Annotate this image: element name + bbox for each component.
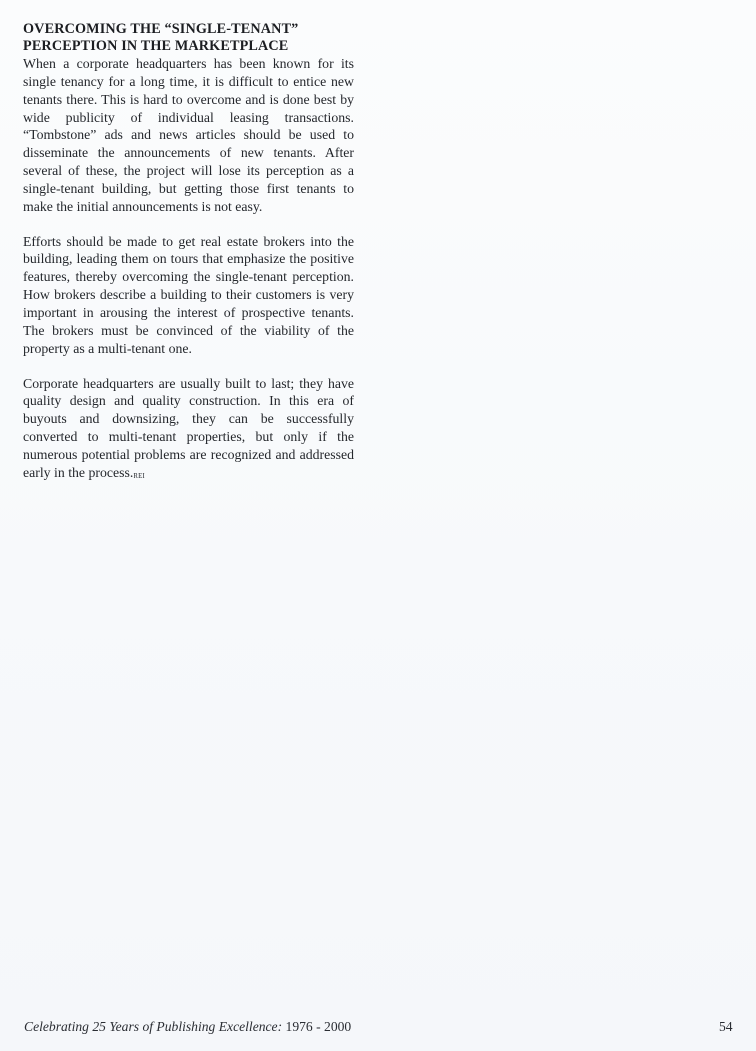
article-section [23,21,354,486]
article-paragraph-1: When a corporate headquarters has been known for its single tenancy for a long time, it is difficult to entice new tenants there. This is hard to overcome and is done best by wide publicity of individual leasing transactions. “Tombstone” ads and news articles should be used to disseminate the announcements of new tenants. After several of these, the project will lose its perception as a single-tenant building, but getting those first tenants to make the initial announcements is not easy. [23,56,354,214]
article-paragraph-3-text: Corporate headquarters are usually built to last; they have quality design and quality construction. In this era of buyouts and downsizing, they can be successfully converted to multi-tenant properties, but only if the numerous potential problems are recognized and addressed early in the process. [23,375,354,480]
footer-publication-line [24,1019,351,1035]
footer-years: 1976 - 2000 [282,1019,352,1034]
article-paragraph-3 [23,375,354,486]
end-mark-rei: REI [133,472,145,480]
page-number: 54 [719,1019,733,1034]
footer-publication-title: Celebrating 25 Years of Publishing Excellence: [24,1019,283,1034]
article-paragraph-2: Efforts should be made to get real estate brokers into the building, leading them on tours that emphasize the positive features, thereby overcoming the single-tenant perception. How brokers describe a building to their customers is very important in arousing the interest of prospective tenants. The brokers must be convinced of the viability of the property as a multi-tenant one. [23,233,354,356]
section-heading-line-2: PERCEPTION IN THE MARKETPLACE [23,37,289,54]
section-heading-line-1: OVERCOMING THE “SINGLE-TENANT” [23,21,299,37]
section-heading [23,21,354,54]
